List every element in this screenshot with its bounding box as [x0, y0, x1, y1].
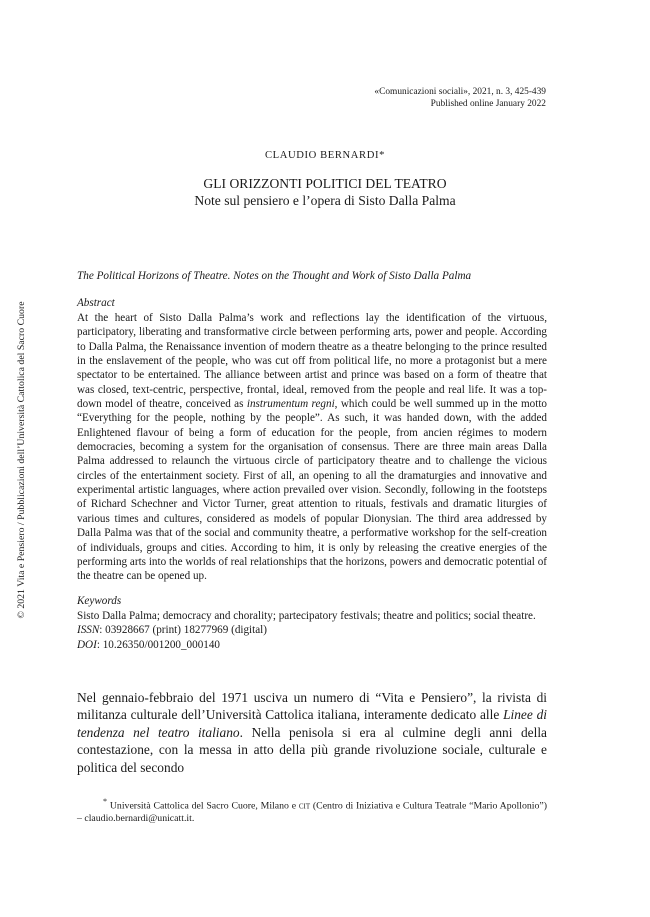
body-text-part: Nel gennaio-febbraio del 1971 usciva un numero di “Vita e Pensiero”, la rivista di militanza culturale dell’Università Cattolica italiana, interamente dedicato alle	[77, 690, 547, 723]
issn-label: ISSN	[77, 624, 100, 637]
citation-line: «Comunicazioni sociali», 2021, n. 3, 425-439	[374, 87, 546, 97]
journal-header	[374, 86, 546, 110]
keywords-heading: Keywords	[77, 595, 122, 607]
keywords-text: Sisto Dalla Palma; democracy and chorality; partecipatory festivals; theatre and politics; social theatre.	[77, 610, 536, 622]
article-title: GLI ORIZZONTI POLITICI DEL TEATRO	[203, 176, 447, 191]
title-block	[0, 176, 650, 209]
footnote-text-part: Università Cattolica del Sacro Cuore, Milano e	[107, 800, 299, 812]
author-name: CLAUDIO BERNARDI*	[265, 150, 385, 161]
footnote-acronym: cit	[298, 800, 311, 812]
issn-line	[77, 623, 547, 637]
body-text-part: . Nella penisola si era al culmine degli anni della contestazione, con la messa in atto della più grande rivoluzione sociale, culturale e politica del secondo	[77, 724, 547, 775]
copyright-text: © 2021 Vita e Pensiero / Pubblicazioni dell’Università Cattolica del Sacro Cuore	[16, 301, 27, 619]
abstract-text-part: , which could be well summed up in the motto “Everything for the people, nothing by the people”. As such, it was handed down, with the added Enlightened flavour of being a form of education for the people, from ancien régimes to modern democracies, becoming a system for the organisation of consensus. There are three main areas Dalla Palma addressed to relaunch the virtuous circle of participatory theatre and to challenge the vicious circles of the entertainment society. First of all, an opening to all the dramaturgies and innovative and experimental artistic languages, where action prevailed over vision. Secondly, following in the footsteps of Richard Schechner and Victor Turner, great attention to rituals, festivals and dramatic liturgies of various times and cultures, considered as models of popular Dionysian. The third area addressed by Dalla Palma was that of the social and community theatre, a performative workshop for the self-creation of individuals, groups and cities. According to him, it is only by releasing the creative energies of the performing arts into the worlds of real relationships that the horizons, powers and democratic potential of the theatre can be opened up.	[77, 398, 547, 583]
footnote-text-part: (Centro di Iniziativa e Cultura Teatrale “Mario Apollonio”) – claudio.bernardi@unicatt.it.	[77, 800, 547, 824]
article-subtitle: Note sul pensiero e l’opera di Sisto Dalla Palma	[194, 192, 456, 208]
body-italic-title: Linee di tendenza nel teatro italiano	[77, 707, 547, 740]
body-paragraph	[77, 689, 547, 776]
abstract-heading: Abstract	[77, 297, 115, 309]
doi-label: DOI	[77, 638, 97, 651]
abstract-italic-term: instrumentum regni	[246, 398, 335, 411]
published-line: Published online January 2022	[430, 99, 546, 110]
abstract-text	[77, 311, 547, 584]
doi-value: : 10.26350/001200_000140	[96, 638, 220, 651]
keywords-block	[77, 609, 547, 652]
doi-line	[77, 638, 547, 652]
issn-value: : 03928667 (print) 18277969 (digital)	[99, 624, 267, 637]
footnote-marker: *	[103, 797, 108, 806]
english-title: The Political Horizons of Theatre. Notes on the Thought and Work of Sisto Dalla Palma	[77, 270, 472, 282]
abstract-text-part: At the heart of Sisto Dalla Palma’s work and reflections lay the identification of the virtuous, participatory, liberating and transformative circle between performing arts, power and people. According to Dalla Palma, the Renaissance invention of modern theatre as a theatre belonging to the prince resulted in the enslavement of the people, who was cut off from political life, no more a protagonist but a mere spectator to be entertained. The alliance between artist and prince was based on a form of theatre that was closed, text-centric, perspective, frontal, ideal, removed from the people and real life. It was a top-down model of theatre, conceived as	[77, 312, 547, 411]
footnote	[77, 796, 547, 825]
